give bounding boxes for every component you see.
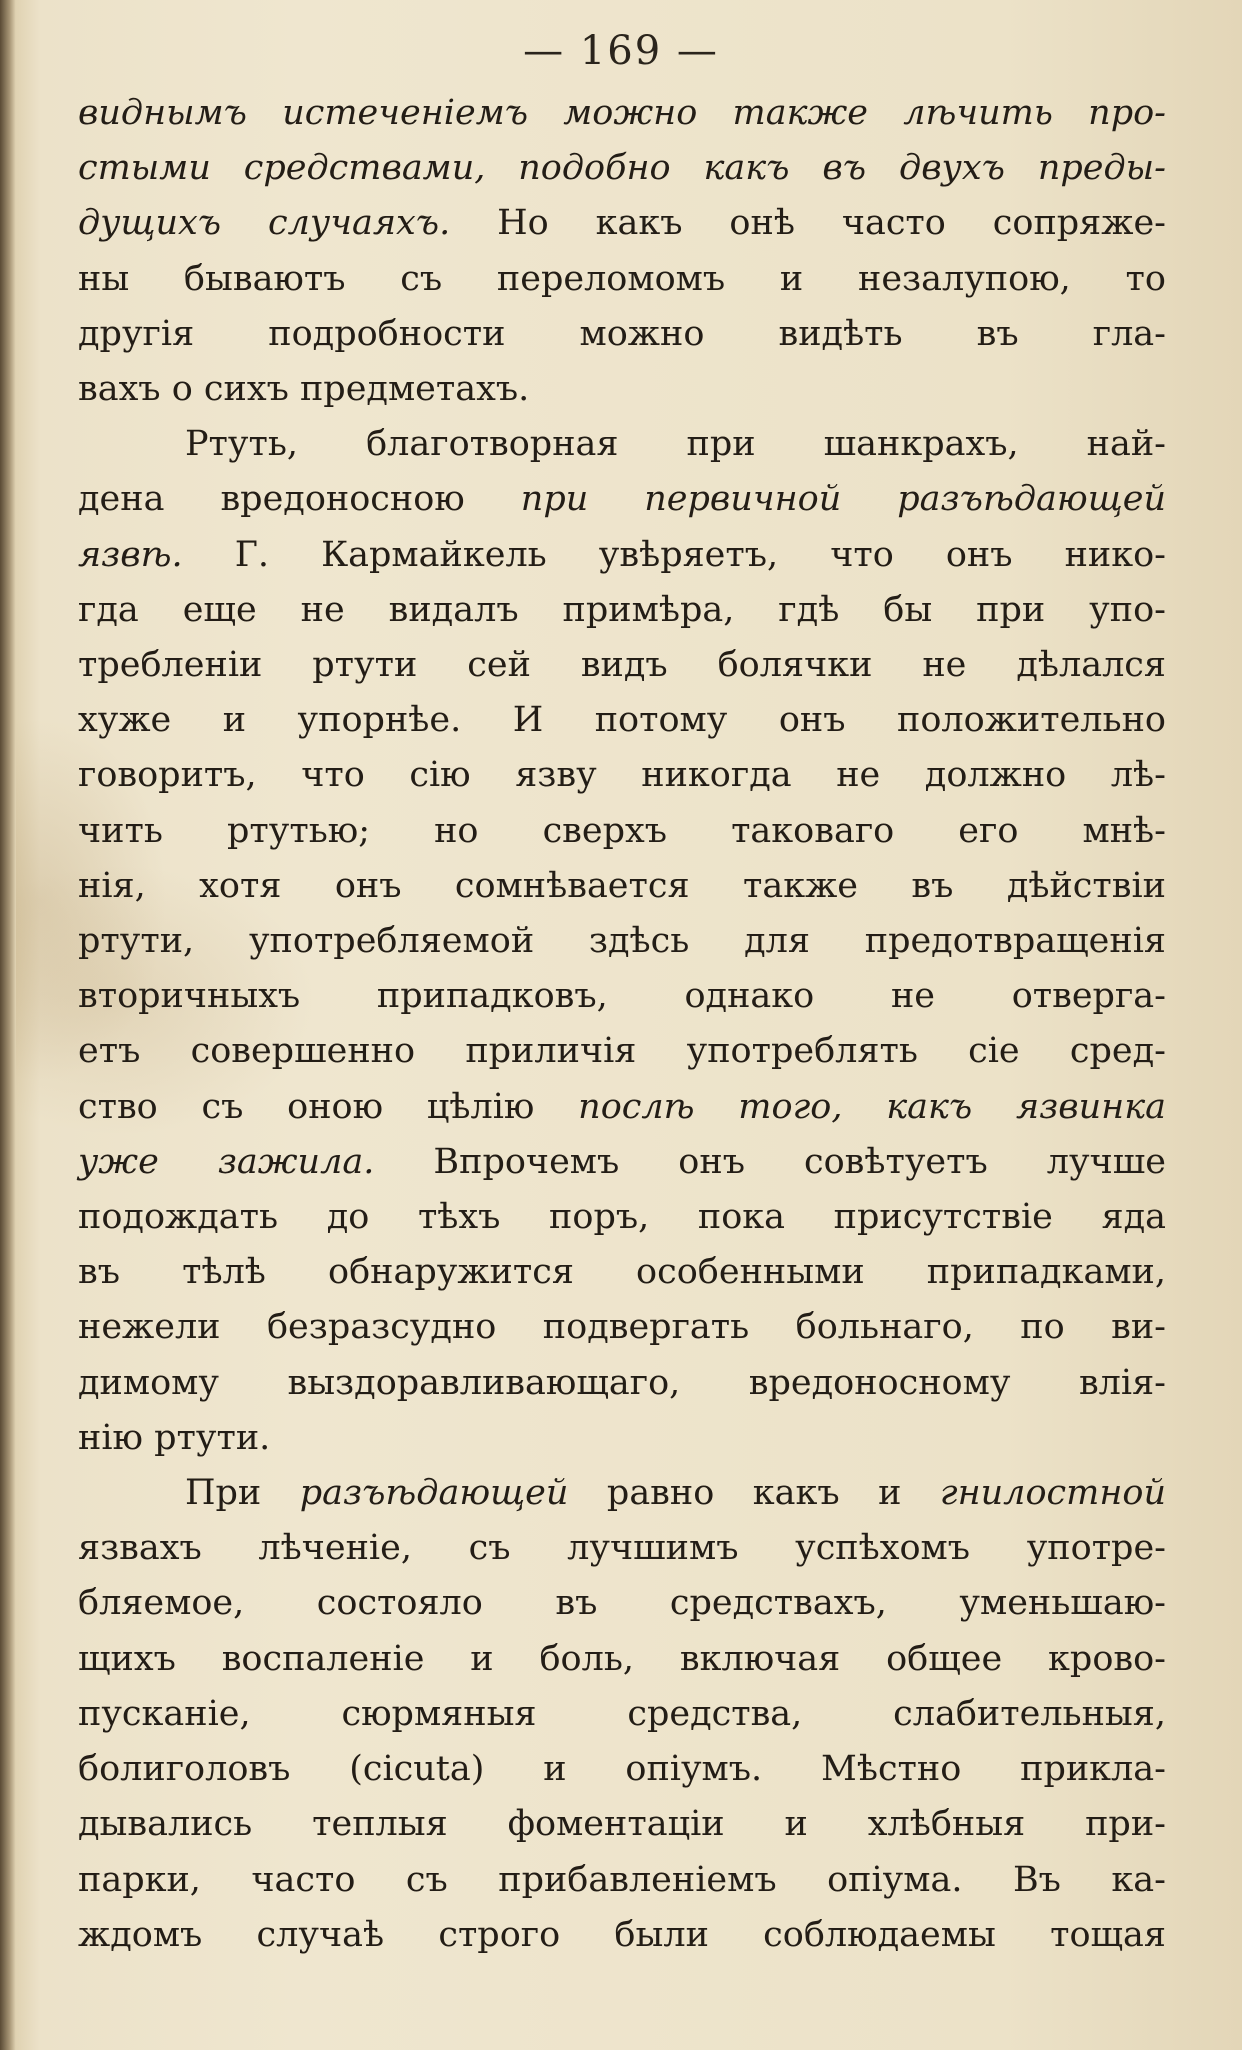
text-line <box>78 1466 1166 1521</box>
text-segment: Но какъ онѣ часто сопряже- <box>450 203 1166 244</box>
italic-text: уже зажила. <box>78 1141 375 1182</box>
text-line <box>78 804 1166 859</box>
paragraph <box>78 1466 1166 1963</box>
text-line <box>78 1300 1166 1355</box>
text-line <box>78 528 1166 583</box>
text-line <box>78 1024 1166 1079</box>
text-segment: ство съ оною цѣлію <box>78 1086 579 1127</box>
text-segment: чить ртутью; но сверхъ таковаго его мнѣ- <box>78 810 1166 851</box>
text-segment: гда еще не видалъ примѣра, гдѣ бы при упо- <box>78 589 1166 630</box>
text-line <box>78 1742 1166 1797</box>
text-line <box>78 417 1166 472</box>
text-segment: щихъ воспаленіе и боль, включая общее крово- <box>78 1638 1166 1679</box>
text-line <box>78 1576 1166 1631</box>
text-segment: равно какъ и <box>568 1473 940 1514</box>
italic-text: язвѣ. <box>78 534 183 575</box>
text-segment: пусканіе, сюрмяныя средства, слабительныя, <box>78 1693 1166 1734</box>
text-segment: Впрочемъ онъ совѣтуетъ лучше <box>374 1141 1166 1182</box>
text-segment: нію ртути. <box>78 1417 271 1458</box>
text-line <box>78 1135 1166 1190</box>
text-segment: парки, часто съ прибавленіемъ опіума. Въ ка- <box>78 1859 1166 1900</box>
text-segment: При <box>185 1473 300 1514</box>
text-line <box>78 362 1166 417</box>
text-segment: хуже и упорнѣе. И потому онъ положительно <box>78 700 1166 741</box>
text-line <box>78 1797 1166 1852</box>
italic-text: гнилостной <box>939 1473 1166 1514</box>
text-segment: дена вредоносною <box>78 479 521 520</box>
text-line <box>78 1080 1166 1135</box>
text-segment: болиголовъ (cicuta) и опіумъ. Мѣстно прикла- <box>78 1749 1166 1790</box>
text-line <box>78 914 1166 969</box>
text-segment: вторичныхъ припадковъ, однако не отверга- <box>78 976 1166 1017</box>
text-line <box>78 638 1166 693</box>
text-segment: нежели безразсудно подвергать больнаго, по ви- <box>78 1307 1166 1348</box>
text-segment: Г. Кармайкель увѣряетъ, что онъ нико- <box>182 534 1166 575</box>
text-line <box>78 472 1166 527</box>
text-segment: Ртуть, благотворная при шанкрахъ, най- <box>185 424 1166 465</box>
italic-text: дущихъ случаяхъ. <box>78 203 451 244</box>
text-segment: дывались теплыя фоментаціи и хлѣбныя при- <box>78 1804 1166 1845</box>
paragraph <box>78 86 1166 417</box>
italic-text: послѣ того, какъ язвинка <box>578 1086 1166 1127</box>
text-segment: язвахъ лѣченіе, съ лучшимъ успѣхомъ употре- <box>78 1528 1166 1569</box>
text-segment: ны бываютъ съ переломомъ и незалупою, то <box>78 258 1166 299</box>
book-binding-edge <box>0 0 16 2050</box>
text-line <box>78 1190 1166 1245</box>
text-line <box>78 1521 1166 1576</box>
italic-text: стыми средствами, подобно какъ въ двухъ преды- <box>78 148 1166 189</box>
text-line <box>78 252 1166 307</box>
text-segment: подождать до тѣхъ поръ, пока присутствіе яда <box>78 1197 1166 1238</box>
text-line <box>78 86 1166 141</box>
text-line <box>78 1245 1166 1300</box>
text-line <box>78 859 1166 914</box>
italic-text: при первичной разъѣдающей <box>520 479 1166 520</box>
text-segment: требленіи ртути сей видъ болячки не дѣлался <box>78 645 1166 686</box>
text-segment: димому выздоравливающаго, вредоносному влія- <box>78 1362 1166 1403</box>
text-line <box>78 969 1166 1024</box>
text-line <box>78 1632 1166 1687</box>
text-line <box>78 1687 1166 1742</box>
text-line <box>78 1853 1166 1908</box>
text-line <box>78 748 1166 803</box>
paragraph <box>78 417 1166 1466</box>
page-number-header: — 169 — <box>523 28 719 74</box>
text-segment: ртути, употребляемой здѣсь для предотвращенія <box>78 921 1166 962</box>
text-line <box>78 196 1166 251</box>
text-segment: въ тѣлѣ обнаружится особенными припадками, <box>78 1252 1166 1293</box>
text-line <box>78 1356 1166 1411</box>
text-segment: другія подробности можно видѣть въ гла- <box>78 313 1166 354</box>
text-line <box>78 141 1166 196</box>
text-segment: етъ совершенно приличія употреблять сіе сред- <box>78 1031 1166 1072</box>
text-line <box>78 1908 1166 1963</box>
text-segment: вахъ о сихъ предметахъ. <box>78 369 530 410</box>
text-segment: нія, хотя онъ сомнѣвается также въ дѣйствіи <box>78 865 1166 906</box>
text-line <box>78 1411 1166 1466</box>
body-text <box>78 86 1166 1963</box>
text-segment: говоритъ, что сію язву никогда не должно лѣ- <box>78 755 1166 796</box>
italic-text: виднымъ истеченіемъ можно также лѣчить про- <box>78 93 1166 133</box>
italic-text: разъѣдающей <box>299 1473 569 1514</box>
text-line <box>78 693 1166 748</box>
text-segment: бляемое, состояло въ средствахъ, уменьшаю- <box>78 1583 1166 1624</box>
text-line <box>78 307 1166 362</box>
text-segment: ждомъ случаѣ строго были соблюдаемы тощая <box>78 1914 1166 1955</box>
text-line <box>78 583 1166 638</box>
